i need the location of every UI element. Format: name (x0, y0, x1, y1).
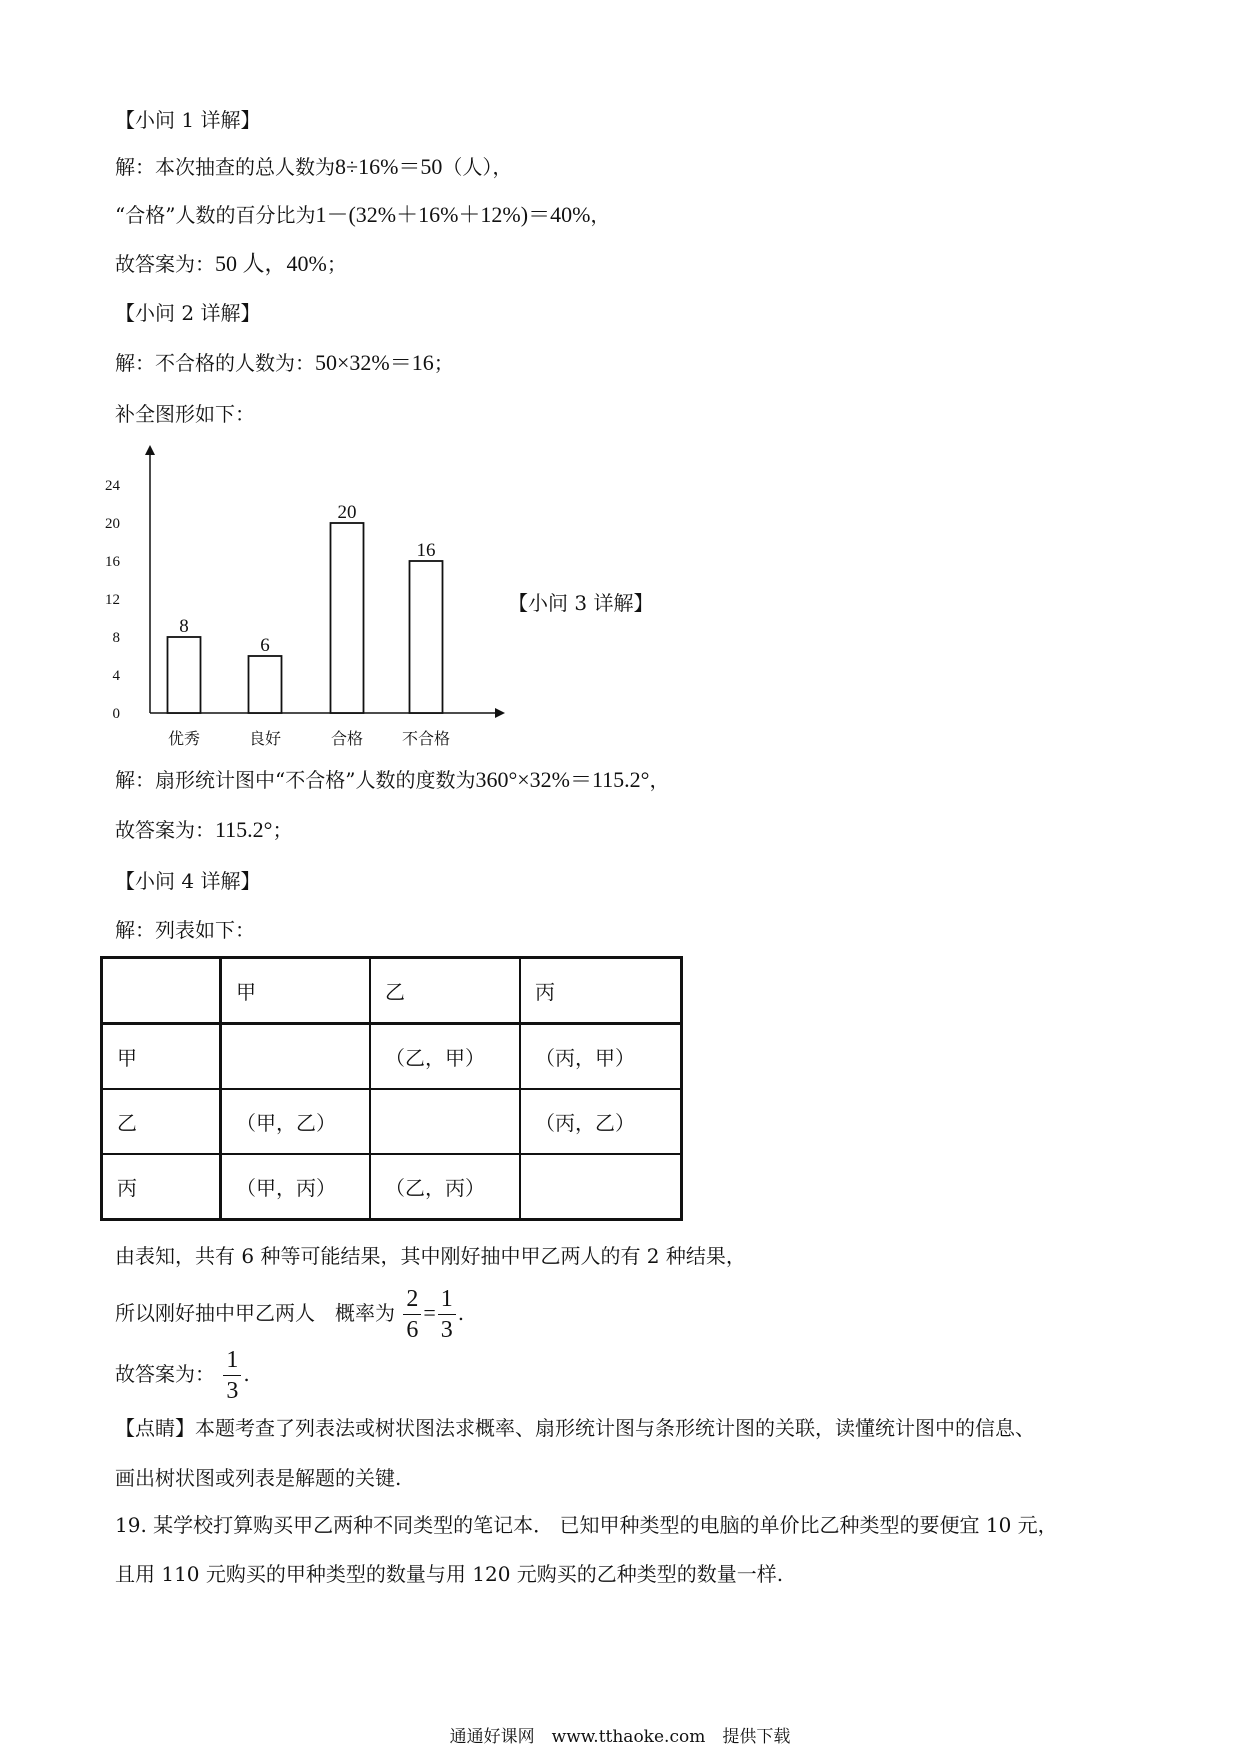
bar-value-label: 20 (337, 502, 357, 523)
q1-line2-prefix: “合格”人数的百分比为 (115, 203, 316, 227)
table-cell (221, 1024, 371, 1090)
answer-fraction (223, 1345, 241, 1406)
q2-line1-math: 50×32%＝16 (315, 350, 434, 375)
q1-line1-math: 8÷16%＝50 (335, 154, 443, 179)
q4-heading: 【小问 4 详解】 (115, 869, 261, 893)
table-cell: （乙，丙） (370, 1154, 520, 1220)
y-tick-label: 8 (112, 630, 120, 646)
q1-line2-suffix: ， (590, 203, 611, 227)
q1-line2-math: 1－(32%＋16%＋12%)＝40% (315, 202, 591, 227)
table-row (102, 1024, 682, 1090)
y-tick-label: 0 (112, 706, 120, 722)
q3-answer-value: 115.2° (215, 817, 273, 842)
q2-line2: 补全图形如下： (115, 402, 255, 426)
fraction-1-3 (438, 1284, 456, 1345)
q1-line1-suffix: （人）， (442, 155, 513, 179)
q4-line2-suffix: . (457, 1301, 465, 1325)
q4-intro: 解：列表如下： (115, 918, 255, 942)
y-axis-arrow (145, 445, 155, 455)
q3-answer-suffix: ； (272, 818, 293, 842)
q4-line2 (115, 1284, 464, 1345)
q3-line1-math: 360°×32%＝115.2° (475, 767, 650, 792)
table-header-cell: 甲 (221, 958, 371, 1024)
y-tick-label: 4 (112, 668, 120, 684)
q3-heading: 【小问 3 详解】 (508, 591, 654, 615)
table-cell (102, 958, 221, 1024)
chart-value-labels (179, 502, 435, 656)
q1-answer-suffix: ； (326, 252, 347, 276)
fraction-denominator: 3 (226, 1378, 239, 1404)
table-row (102, 1154, 682, 1220)
y-tick-label: 12 (105, 592, 120, 608)
bar (168, 637, 201, 713)
table-row-header: 丙 (102, 1154, 221, 1220)
comment-line1: 【点睛】本题考查了列表法或树状图法求概率、扇形统计图与条形统计图的关联，读懂统计图中的信息、 (115, 1416, 1035, 1440)
q2-heading: 【小问 2 详解】 (115, 301, 261, 325)
q1-line1-prefix: 解：本次抽查的总人数为 (115, 155, 335, 179)
q2-line1-suffix: ； (433, 351, 454, 375)
q2-line1-prefix: 解：不合格的人数为： (115, 351, 315, 375)
table-cell: （乙，甲） (370, 1024, 520, 1090)
fraction-denominator: 6 (406, 1317, 419, 1343)
table-row-header: 乙 (102, 1089, 221, 1154)
comment-line2: 画出树状图或列表是解题的关键. (115, 1466, 402, 1490)
table-row (102, 1089, 682, 1154)
table-cell (520, 1154, 682, 1220)
q4-answer-suffix: . (243, 1362, 250, 1386)
table-header-row (102, 958, 682, 1024)
q1-answer (115, 252, 347, 276)
x-axis-arrow (495, 708, 505, 718)
table-cell: （甲，乙） (221, 1089, 371, 1154)
q4-line2-prefix: 所以刚好抽中甲乙两人 概率为 (115, 1301, 395, 1325)
q1-line2 (115, 203, 610, 227)
chart-bars (168, 523, 443, 713)
q1-answer-value: 50 人，40% (215, 251, 327, 276)
q3-line1 (115, 768, 669, 792)
table-row-header: 甲 (102, 1024, 221, 1090)
q1-answer-prefix: 故答案为： (115, 252, 215, 276)
fraction-numerator: 1 (223, 1345, 241, 1376)
bar-value-label: 8 (179, 616, 189, 637)
bar (249, 656, 282, 713)
category-label: 不合格 (401, 729, 451, 748)
table-cell (370, 1089, 520, 1154)
q3-line1-prefix: 解：扇形统计图中“不合格”人数的度数为 (115, 768, 476, 792)
q3-line1-suffix: ， (649, 768, 670, 792)
fraction-2-6 (403, 1284, 421, 1345)
q3-answer-prefix: 故答案为： (115, 818, 215, 842)
bar-value-label: 6 (260, 635, 270, 656)
y-tick-label: 24 (105, 478, 120, 494)
category-label: 良好 (248, 729, 282, 748)
q4-answer (115, 1345, 250, 1406)
chart-y-tick-labels (105, 478, 121, 722)
chart-category-labels (168, 729, 450, 748)
bar-chart (100, 430, 520, 760)
table-cell: （丙，乙） (520, 1089, 682, 1154)
category-label: 优秀 (167, 729, 201, 748)
equals-sign: = (423, 1300, 436, 1325)
page-footer: 通通好课网 www.tthaoke.com 提供下载 (449, 1727, 791, 1747)
category-label: 合格 (330, 729, 364, 748)
q1-heading: 【小问 1 详解】 (115, 108, 261, 132)
y-tick-label: 20 (105, 516, 120, 532)
fraction-numerator: 1 (438, 1284, 456, 1315)
q19-line2: 且用 110 元购买的甲种类型的数量与用 120 元购买的乙种类型的数量一样. (115, 1562, 784, 1586)
fraction-denominator: 3 (440, 1317, 453, 1343)
table-header-cell: 乙 (370, 958, 520, 1024)
bar (331, 523, 364, 713)
bar (410, 561, 443, 713)
y-tick-label: 16 (105, 554, 120, 570)
table-cell: （丙，甲） (520, 1024, 682, 1090)
table-header-cell: 丙 (520, 958, 682, 1024)
q4-answer-prefix: 故答案为： (115, 1362, 215, 1386)
q1-line1 (115, 155, 512, 179)
q19-line1: 19. 某学校打算购买甲乙两种不同类型的笔记本． 已知甲种类型的电脑的单价比乙种类型的要便宜 10 元， (115, 1513, 1058, 1537)
table-cell: （甲，丙） (221, 1154, 371, 1220)
fraction-numerator: 2 (403, 1284, 421, 1315)
outcome-table (100, 956, 683, 1221)
q2-line1 (115, 351, 454, 375)
q3-answer (115, 818, 292, 842)
bar-value-label: 16 (416, 540, 436, 561)
q4-line1: 由表知，共有 6 种等可能结果，其中刚好抽中甲乙两人的有 2 种结果， (115, 1244, 746, 1268)
